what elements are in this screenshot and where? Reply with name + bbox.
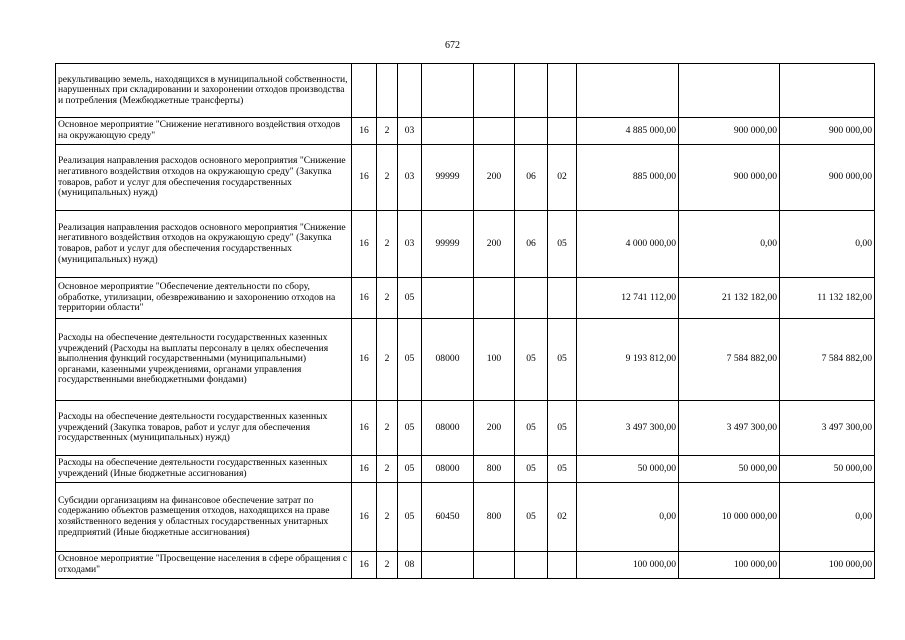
subprogram-code-cell: 2: [377, 278, 398, 319]
subprogram-code-cell: 2: [377, 145, 398, 211]
amount-year-3-cell: 900 000,00: [780, 118, 875, 145]
amount-year-3-cell: [780, 64, 875, 118]
direction-code-cell: [422, 278, 474, 319]
expense-type-code-cell: 200: [474, 145, 515, 211]
activity-code-cell: 05: [398, 483, 422, 552]
expense-type-code-cell: 200: [474, 211, 515, 278]
table-row: [56, 552, 875, 579]
section-code-cell: [515, 552, 548, 579]
table-row: [56, 64, 875, 118]
section-code-cell: 05: [515, 401, 548, 456]
subprogram-code-cell: 2: [377, 211, 398, 278]
direction-code-cell: 99999: [422, 211, 474, 278]
subsection-code-cell: 05: [548, 211, 577, 278]
expense-name-cell: Расходы на обеспечение деятельности государственных казенных учреждений (Иные бюджетные ассигнования): [56, 456, 352, 483]
direction-code-cell: 08000: [422, 456, 474, 483]
activity-code-cell: 05: [398, 278, 422, 319]
amount-year-1-cell: 885 000,00: [577, 145, 679, 211]
amount-year-1-cell: 9 193 812,00: [577, 319, 679, 401]
amount-year-1-cell: 12 741 112,00: [577, 278, 679, 319]
activity-code-cell: 03: [398, 145, 422, 211]
amount-year-3-cell: 0,00: [780, 483, 875, 552]
subprogram-code-cell: 2: [377, 118, 398, 145]
amount-year-2-cell: 7 584 882,00: [679, 319, 780, 401]
activity-code-cell: [398, 64, 422, 118]
subsection-code-cell: 05: [548, 401, 577, 456]
amount-year-1-cell: 4 000 000,00: [577, 211, 679, 278]
table-row: [56, 145, 875, 211]
amount-year-1-cell: 100 000,00: [577, 552, 679, 579]
section-code-cell: [515, 64, 548, 118]
page-number: 672: [445, 40, 460, 51]
amount-year-3-cell: 11 132 182,00: [780, 278, 875, 319]
expense-type-code-cell: 100: [474, 319, 515, 401]
expense-type-code-cell: [474, 278, 515, 319]
amount-year-1-cell: 50 000,00: [577, 456, 679, 483]
expense-name-cell: Реализация направления расходов основного мероприятия "Снижение негативного воздействия отходов на окружающую среду" (Закупка товаров, работ и услуг для обеспечения государственных (муниципальных) нужд): [56, 211, 352, 278]
expense-name-cell: Расходы на обеспечение деятельности государственных казенных учреждений (Закупка товаров, работ и услуг для обеспечения государственных (муниципальных) нужд): [56, 401, 352, 456]
amount-year-1-cell: 0,00: [577, 483, 679, 552]
activity-code-cell: 05: [398, 456, 422, 483]
program-code-cell: 16: [352, 145, 377, 211]
subprogram-code-cell: 2: [377, 401, 398, 456]
section-code-cell: [515, 118, 548, 145]
expense-name-cell: Основное мероприятие "Просвещение населения в сфере обращения с отходами": [56, 552, 352, 579]
direction-code-cell: 08000: [422, 401, 474, 456]
amount-year-1-cell: [577, 64, 679, 118]
expense-name-cell: Субсидии организациям на финансовое обеспечение затрат по содержанию объектов размещения отходов, находящихся на праве хозяйственного ведения у областных государственных унитарных предприятий (Иные бюджетные ассигнования): [56, 483, 352, 552]
subprogram-code-cell: 2: [377, 552, 398, 579]
subsection-code-cell: [548, 552, 577, 579]
amount-year-2-cell: 900 000,00: [679, 118, 780, 145]
amount-year-2-cell: 900 000,00: [679, 145, 780, 211]
table-row: [56, 456, 875, 483]
amount-year-2-cell: [679, 64, 780, 118]
amount-year-2-cell: 0,00: [679, 211, 780, 278]
expense-type-code-cell: 800: [474, 456, 515, 483]
amount-year-3-cell: 50 000,00: [780, 456, 875, 483]
subprogram-code-cell: 2: [377, 456, 398, 483]
amount-year-1-cell: 3 497 300,00: [577, 401, 679, 456]
direction-code-cell: [422, 552, 474, 579]
section-code-cell: [515, 278, 548, 319]
amount-year-2-cell: 10 000 000,00: [679, 483, 780, 552]
expense-type-code-cell: [474, 552, 515, 579]
table-row: [56, 483, 875, 552]
table-row: [56, 401, 875, 456]
direction-code-cell: [422, 64, 474, 118]
subprogram-code-cell: 2: [377, 319, 398, 401]
section-code-cell: 05: [515, 456, 548, 483]
subsection-code-cell: 05: [548, 456, 577, 483]
activity-code-cell: 08: [398, 552, 422, 579]
program-code-cell: 16: [352, 456, 377, 483]
subprogram-code-cell: 2: [377, 483, 398, 552]
amount-year-2-cell: 100 000,00: [679, 552, 780, 579]
amount-year-3-cell: 3 497 300,00: [780, 401, 875, 456]
expense-type-code-cell: 200: [474, 401, 515, 456]
activity-code-cell: 03: [398, 118, 422, 145]
subprogram-code-cell: [377, 64, 398, 118]
expense-name-cell: Основное мероприятие "Снижение негативного воздействия отходов на окружающую среду": [56, 118, 352, 145]
subsection-code-cell: [548, 118, 577, 145]
table-row: [56, 118, 875, 145]
activity-code-cell: 05: [398, 401, 422, 456]
direction-code-cell: [422, 118, 474, 145]
table-row: [56, 319, 875, 401]
program-code-cell: 16: [352, 483, 377, 552]
subsection-code-cell: 05: [548, 319, 577, 401]
amount-year-3-cell: 900 000,00: [780, 145, 875, 211]
amount-year-3-cell: 100 000,00: [780, 552, 875, 579]
direction-code-cell: 60450: [422, 483, 474, 552]
expense-name-cell: Основное мероприятие "Обеспечение деятельности по сбору, обработке, утилизации, обезвреживанию и захоронению отходов на территории области": [56, 278, 352, 319]
expense-name-cell: Реализация направления расходов основного мероприятия "Снижение негативного воздействия отходов на окружающую среду" (Закупка товаров, работ и услуг для обеспечения государственных (муниципальных) нужд): [56, 145, 352, 211]
expense-type-code-cell: [474, 118, 515, 145]
section-code-cell: 06: [515, 211, 548, 278]
amount-year-3-cell: 7 584 882,00: [780, 319, 875, 401]
program-code-cell: 16: [352, 278, 377, 319]
amount-year-3-cell: 0,00: [780, 211, 875, 278]
program-code-cell: 16: [352, 211, 377, 278]
table-body: [56, 64, 875, 579]
activity-code-cell: 05: [398, 319, 422, 401]
expense-name-cell: Расходы на обеспечение деятельности государственных казенных учреждений (Расходы на выплаты персоналу в целях обеспечения выполнения функций государственными (муниципальными) органами, казенными учреждениями, органами управления государственными внебюджетными фондами): [56, 319, 352, 401]
subsection-code-cell: [548, 278, 577, 319]
subsection-code-cell: 02: [548, 483, 577, 552]
activity-code-cell: 03: [398, 211, 422, 278]
program-code-cell: 16: [352, 118, 377, 145]
expense-type-code-cell: 800: [474, 483, 515, 552]
table-row: [56, 278, 875, 319]
amount-year-2-cell: 21 132 182,00: [679, 278, 780, 319]
program-code-cell: 16: [352, 401, 377, 456]
program-code-cell: 16: [352, 552, 377, 579]
expense-name-cell: рекультивацию земель, находящихся в муниципальной собственности, нарушенных при складировании и захоронении отходов производства и потребления (Межбюджетные трансферты): [56, 64, 352, 118]
table-row: [56, 211, 875, 278]
subsection-code-cell: [548, 64, 577, 118]
subsection-code-cell: 02: [548, 145, 577, 211]
expense-type-code-cell: [474, 64, 515, 118]
section-code-cell: 06: [515, 145, 548, 211]
amount-year-1-cell: 4 885 000,00: [577, 118, 679, 145]
program-code-cell: [352, 64, 377, 118]
direction-code-cell: 08000: [422, 319, 474, 401]
budget-table: [55, 63, 875, 579]
amount-year-2-cell: 50 000,00: [679, 456, 780, 483]
direction-code-cell: 99999: [422, 145, 474, 211]
section-code-cell: 05: [515, 483, 548, 552]
program-code-cell: 16: [352, 319, 377, 401]
amount-year-2-cell: 3 497 300,00: [679, 401, 780, 456]
section-code-cell: 05: [515, 319, 548, 401]
